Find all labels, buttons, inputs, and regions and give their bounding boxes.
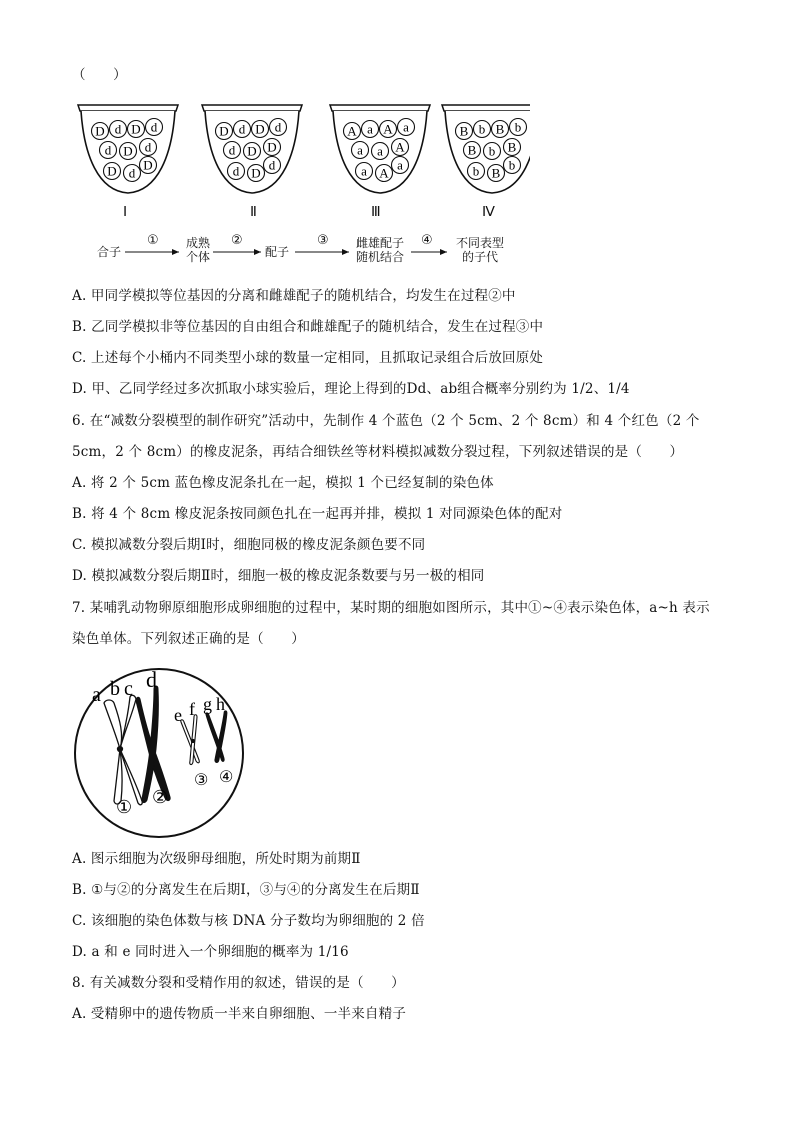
ball-label: d: [150, 119, 158, 135]
q8-option-a: A. 受精卵中的遗传物质一半来自卵细胞、一半来自精子: [72, 1006, 407, 1022]
ball-label: D: [107, 163, 117, 179]
ball-label: b: [472, 163, 480, 179]
cell-svg: [70, 665, 250, 845]
q5-option-c: C. 上述每个小桶内不同类型小球的数量一定相同，且抓取记录组合后放回原处: [72, 350, 544, 366]
bucket-rim: [330, 105, 430, 111]
ball-label: D: [131, 121, 141, 137]
ball-label: b: [488, 143, 496, 159]
ball-label: B: [459, 123, 469, 139]
question-paren: （ ）: [72, 67, 127, 83]
flow-node-fertilization: 雌雄配子 随机结合: [355, 236, 404, 264]
ball-label: a: [377, 143, 383, 159]
ball-label: b: [508, 157, 516, 173]
flow-step-3: ③: [317, 233, 329, 248]
bucket-rim: [202, 105, 302, 111]
flow-node-adult: 成熟 个体: [185, 236, 210, 264]
bucket-label-3: Ⅲ: [371, 205, 381, 220]
bucket-label-2: Ⅱ: [250, 205, 257, 220]
ball-label: D: [251, 165, 261, 181]
q6-stem-line2: 5cm，2 个 8cm）的橡皮泥条，再结合细铁丝等材料模拟减数分裂过程，下列叙述错误的是（ ）: [72, 444, 684, 460]
q6-stem-line1: 6. 在“减数分裂模型的制作研究”活动中，先制作 4 个蓝色（2 个 5cm、2 个 8cm）和 4 个红色（2 个: [72, 413, 700, 429]
ball-label: a: [367, 121, 373, 137]
bucket-rim: [442, 105, 530, 111]
q7-option-a: A. 图示细胞为次级卵母细胞，所处时期为前期Ⅱ: [72, 851, 361, 867]
q7-option-d: D. a 和 e 同时进入一个卵细胞的概率为 1/16: [72, 944, 349, 960]
label-f: f: [189, 699, 195, 719]
ball-label: D: [255, 121, 265, 137]
flow-step-1: ①: [147, 233, 159, 248]
label-g: g: [203, 694, 212, 714]
flow-node-offspring: 不同表型 的子代: [455, 236, 504, 264]
label-h: h: [216, 694, 225, 714]
chromosome-3: [181, 715, 199, 765]
chromatid-a: [104, 700, 122, 749]
label-chromosome-3: ③: [194, 772, 209, 789]
ball-label: A: [395, 139, 405, 155]
bucket-3: [330, 105, 430, 193]
ball-label: a: [403, 119, 409, 135]
q7-stem-line1: 7. 某哺乳动物卵原细胞形成卵细胞的过程中，某时期的细胞如图所示，其中①~④表示染色体，a~h 表示: [72, 600, 710, 616]
bucket-1: [78, 105, 178, 193]
flow-step-2: ②: [231, 233, 243, 248]
q6-option-a: A. 将 2 个 5cm 蓝色橡皮泥条扎在一起，模拟 1 个已经复制的染色体: [72, 475, 494, 491]
ball-label: D: [267, 139, 277, 155]
q5-option-a: A. 甲同学模拟等位基因的分离和雌雄配子的随机结合，均发生在过程②中: [72, 288, 516, 304]
ball-label: D: [95, 123, 105, 139]
bucket-label-1: Ⅰ: [123, 205, 128, 220]
ball-label: D: [247, 143, 257, 159]
chromosome-2: [136, 686, 170, 803]
ball-label: d: [232, 163, 240, 179]
ball-label: B: [507, 139, 517, 155]
q6-option-d: D. 模拟减数分裂后期Ⅱ时，细胞一极的橡皮泥条数要与另一极的相同: [72, 568, 485, 584]
ball-label: d: [104, 142, 112, 158]
ball-label: d: [228, 142, 236, 158]
ball-label: d: [144, 139, 152, 155]
q8-stem: 8. 有关减数分裂和受精作用的叙述，错误的是（ ）: [72, 975, 405, 991]
ball-label: B: [495, 121, 505, 137]
label-e: e: [174, 705, 182, 725]
ball-label: d: [238, 121, 246, 137]
ball-label: A: [347, 123, 357, 139]
ball-label: D: [123, 143, 133, 159]
flow-node-zygote: 合子: [97, 245, 122, 259]
flow-diagram: [95, 232, 535, 272]
q5-option-d: D. 甲、乙同学经过多次抓取小球实验后，理论上得到的Dd、ab组合概率分别约为 1/2、1/4: [72, 381, 630, 397]
bucket-figure: [70, 95, 530, 230]
chromatid-b: [120, 695, 136, 749]
q5-option-b: B. 乙同学模拟非等位基因的自由组合和雌雄配子的随机结合，发生在过程③中: [72, 319, 544, 335]
ball-label: a: [397, 157, 403, 173]
flow-step-4: ④: [421, 233, 433, 248]
q7-option-c: C. 该细胞的染色体数与核 DNA 分子数均为卵细胞的 2 倍: [72, 913, 425, 929]
chromosome-4: [206, 711, 227, 763]
flow-node-gamete: 配子: [265, 245, 290, 259]
ball-label: d: [268, 157, 276, 173]
q7-stem-line2: 染色单体。下列叙述正确的是（ ）: [72, 631, 305, 647]
ball-label: D: [219, 123, 229, 139]
ball-label: D: [143, 157, 153, 173]
ball-label: A: [383, 121, 393, 137]
ball-label: b: [478, 121, 486, 137]
bucket-2: [202, 105, 302, 193]
ball-label: a: [361, 163, 367, 179]
ball-label: B: [467, 142, 477, 158]
chromatid-d: [142, 686, 159, 803]
ball-label: d: [274, 119, 282, 135]
ball-label: d: [114, 121, 122, 137]
q6-option-b: B. 将 4 个 8cm 橡皮泥条按同颜色扎在一起再并排，模拟 1 对同源染色体的配对: [72, 506, 563, 522]
label-chromosome-2: ②: [152, 787, 169, 807]
ball-label: b: [514, 119, 522, 135]
ball-label: d: [128, 165, 136, 181]
label-chromosome-1: ①: [116, 797, 133, 817]
label-a: a: [92, 684, 101, 706]
label-b: b: [110, 678, 120, 700]
bucket-label-4: Ⅳ: [482, 205, 495, 220]
bucket-4: [442, 105, 530, 193]
ball-label: B: [491, 165, 501, 181]
bucket-svg: [70, 95, 530, 230]
ball-label: A: [379, 165, 389, 181]
q6-option-c: C. 模拟减数分裂后期Ⅰ时，细胞同极的橡皮泥条颜色要不同: [72, 537, 426, 553]
chromosome-1: [104, 695, 142, 804]
chromatid-a-lower: [114, 749, 122, 804]
bucket-rim: [78, 105, 178, 111]
ball-label: a: [357, 142, 363, 158]
label-chromosome-4: ④: [219, 769, 234, 786]
label-c: c: [124, 678, 133, 700]
label-d: d: [146, 667, 157, 692]
cell-figure: [70, 665, 250, 845]
q7-option-b: B. ①与②的分离发生在后期Ⅰ，③与④的分离发生在后期Ⅱ: [72, 882, 420, 898]
